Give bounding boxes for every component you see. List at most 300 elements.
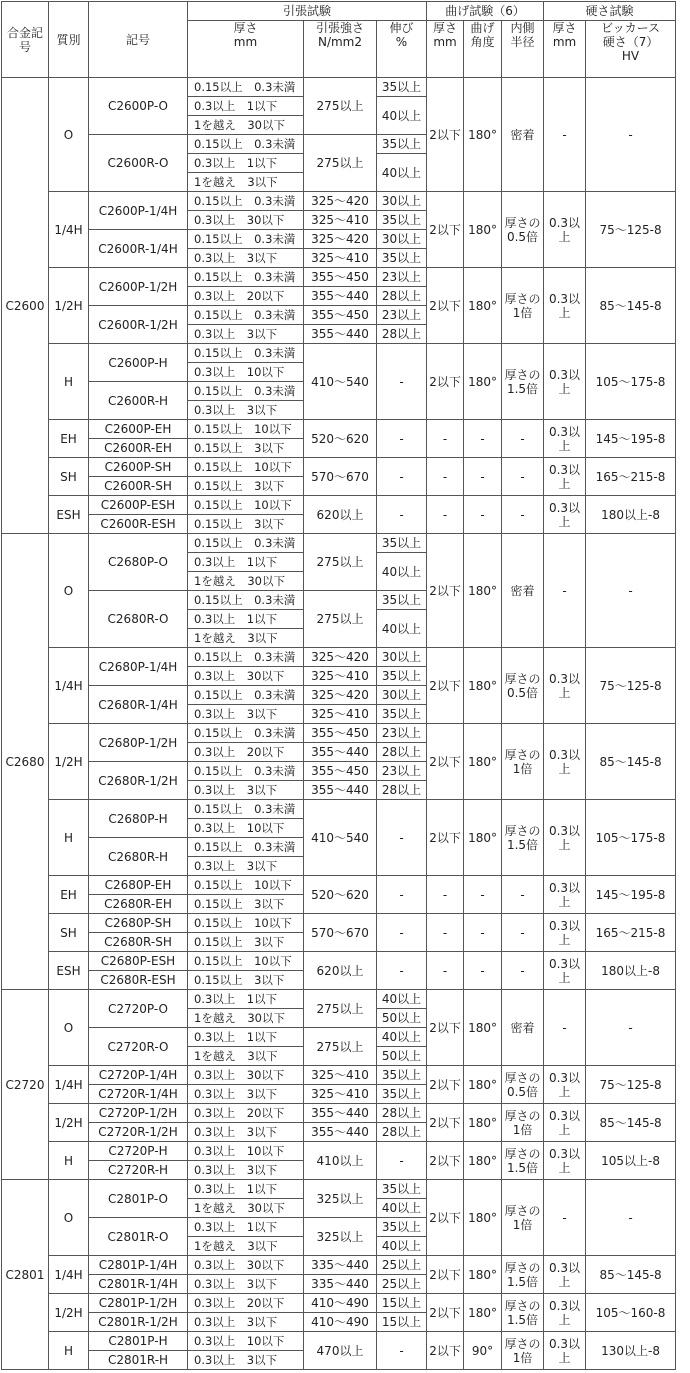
- cell-symbol: C2801P-1/2H: [89, 1294, 188, 1313]
- cell-thickness: 0.15以上 0.3未満: [188, 591, 304, 610]
- cell-symbol: C2600P-O: [89, 78, 188, 135]
- cell-tensile-strength: 325～420: [304, 230, 377, 249]
- table-row: [2, 420, 676, 439]
- cell-bend-thickness: 2以下: [427, 1256, 464, 1294]
- cell-symbol: C2600P-H: [89, 344, 188, 382]
- cell-thickness: 0.3以上 3以下: [188, 401, 304, 420]
- cell-thickness: 1を越え 3以下: [188, 1237, 304, 1256]
- cell-symbol: C2680P-EH: [89, 876, 188, 895]
- cell-elongation: 30以上: [377, 686, 427, 705]
- cell-thickness: 0.15以上 3以下: [188, 971, 304, 990]
- cell-thickness: 0.3以上 30以下: [188, 211, 304, 230]
- cell-elongation: 15以上: [377, 1294, 427, 1313]
- cell-symbol: C2680R-H: [89, 838, 188, 876]
- cell-bend-angle: -: [464, 914, 502, 952]
- cell-elongation: 35以上: [377, 705, 427, 724]
- header-tensile-group: 引張試験: [188, 2, 427, 21]
- cell-tensile-strength: 325～410: [304, 249, 377, 268]
- cell-thickness: 0.15以上 3以下: [188, 515, 304, 534]
- cell-tensile-strength: 325以上: [304, 1180, 377, 1218]
- cell-bend-angle: 180°: [464, 648, 502, 724]
- cell-temper: H: [49, 344, 89, 420]
- table-row: [2, 1180, 676, 1199]
- cell-inner-radius: 厚さの1.5倍: [502, 800, 544, 876]
- cell-symbol: C2680R-ESH: [89, 971, 188, 990]
- cell-bend-thickness: 2以下: [427, 1332, 464, 1370]
- cell-inner-radius: -: [502, 914, 544, 952]
- copper-alloy-spec-table: [1, 1, 676, 1370]
- cell-symbol: C2680P-1/4H: [89, 648, 188, 686]
- cell-bend-thickness: -: [427, 914, 464, 952]
- cell-temper: 1/2H: [49, 724, 89, 800]
- table-row: [2, 458, 676, 477]
- cell-vickers: 165～215-8: [586, 458, 676, 496]
- cell-bend-thickness: 2以下: [427, 800, 464, 876]
- table-row: [2, 1142, 676, 1161]
- cell-thickness: 0.3以上 3以下: [188, 1085, 304, 1104]
- cell-elongation: 23以上: [377, 268, 427, 287]
- cell-thickness: 0.3以上 20以下: [188, 1104, 304, 1123]
- cell-elongation: 40以上: [377, 1028, 427, 1047]
- cell-hardness-thickness: 0.3以上: [544, 344, 586, 420]
- cell-elongation: 35以上: [377, 591, 427, 610]
- cell-tensile-strength: 470以上: [304, 1332, 377, 1370]
- header-symbol: 記号: [89, 2, 188, 78]
- cell-symbol: C2720P-O: [89, 990, 188, 1028]
- cell-elongation: 28以上: [377, 287, 427, 306]
- table-row: [2, 876, 676, 895]
- cell-thickness: 0.15以上 0.3未満: [188, 306, 304, 325]
- cell-thickness: 0.3以上 10以下: [188, 1142, 304, 1161]
- cell-elongation: 28以上: [377, 1123, 427, 1142]
- cell-vickers: 105～175-8: [586, 800, 676, 876]
- cell-temper: 1/4H: [49, 648, 89, 724]
- cell-elongation: 30以上: [377, 648, 427, 667]
- cell-temper: 1/4H: [49, 192, 89, 268]
- header-thickness: 厚さ mm: [188, 21, 304, 78]
- cell-hardness-thickness: 0.3以上: [544, 1104, 586, 1142]
- cell-elongation: -: [377, 1332, 427, 1370]
- cell-thickness: 1を越え 3以下: [188, 629, 304, 648]
- cell-elongation: -: [377, 344, 427, 420]
- cell-hardness-thickness: 0.3以上: [544, 458, 586, 496]
- cell-thickness: 1を越え 30以下: [188, 1199, 304, 1218]
- cell-symbol: C2680R-1/2H: [89, 762, 188, 800]
- cell-thickness: 1を越え 3以下: [188, 173, 304, 192]
- cell-symbol: C2801P-1/4H: [89, 1256, 188, 1275]
- cell-inner-radius: 厚さの0.5倍: [502, 648, 544, 724]
- cell-elongation: -: [377, 876, 427, 914]
- cell-vickers: 105～160-8: [586, 1294, 676, 1332]
- cell-alloy: C2720: [2, 990, 49, 1180]
- cell-thickness: 0.15以上 0.3未満: [188, 382, 304, 401]
- cell-thickness: 0.15以上 10以下: [188, 914, 304, 933]
- cell-tensile-strength: 275以上: [304, 78, 377, 135]
- cell-thickness: 0.15以上 10以下: [188, 420, 304, 439]
- cell-temper: H: [49, 1332, 89, 1370]
- cell-inner-radius: 厚さの0.5倍: [502, 192, 544, 268]
- cell-inner-radius: 厚さの1.5倍: [502, 1142, 544, 1180]
- header-bend-angle: 曲げ 角度: [464, 21, 502, 78]
- cell-inner-radius: 厚さの1倍: [502, 1104, 544, 1142]
- cell-thickness: 0.3以上 3以下: [188, 249, 304, 268]
- cell-bend-thickness: 2以下: [427, 344, 464, 420]
- cell-symbol: C2801R-H: [89, 1351, 188, 1370]
- cell-elongation: 35以上: [377, 534, 427, 553]
- cell-bend-thickness: 2以下: [427, 1104, 464, 1142]
- cell-temper: EH: [49, 876, 89, 914]
- cell-inner-radius: -: [502, 496, 544, 534]
- cell-bend-angle: 180°: [464, 268, 502, 344]
- cell-symbol: C2801R-O: [89, 1218, 188, 1256]
- cell-thickness: 0.15以上 0.3未満: [188, 648, 304, 667]
- cell-hardness-thickness: 0.3以上: [544, 648, 586, 724]
- header-temper: 質別: [49, 2, 89, 78]
- cell-thickness: 0.3以上 3以下: [188, 781, 304, 800]
- cell-symbol: C2720P-H: [89, 1142, 188, 1161]
- cell-hardness-thickness: 0.3以上: [544, 800, 586, 876]
- cell-vickers: 75～125-8: [586, 1066, 676, 1104]
- cell-symbol: C2600P-ESH: [89, 496, 188, 515]
- cell-tensile-strength: 620以上: [304, 496, 377, 534]
- cell-elongation: 30以上: [377, 192, 427, 211]
- cell-tensile-strength: 325～420: [304, 192, 377, 211]
- cell-thickness: 0.15以上 10以下: [188, 876, 304, 895]
- cell-thickness: 0.3以上 3以下: [188, 1123, 304, 1142]
- cell-temper: H: [49, 800, 89, 876]
- cell-tensile-strength: 570～670: [304, 458, 377, 496]
- table-row: [2, 344, 676, 363]
- cell-bend-angle: -: [464, 420, 502, 458]
- cell-symbol: C2680P-1/2H: [89, 724, 188, 762]
- cell-thickness: 0.3以上 10以下: [188, 819, 304, 838]
- cell-bend-thickness: 2以下: [427, 1180, 464, 1256]
- cell-tensile-strength: 355～440: [304, 1123, 377, 1142]
- cell-elongation: 35以上: [377, 1218, 427, 1237]
- cell-symbol: C2801R-1/2H: [89, 1313, 188, 1332]
- cell-inner-radius: -: [502, 458, 544, 496]
- cell-inner-radius: -: [502, 420, 544, 458]
- cell-thickness: 0.15以上 10以下: [188, 496, 304, 515]
- cell-symbol: C2600P-1/2H: [89, 268, 188, 306]
- cell-symbol: C2680P-ESH: [89, 952, 188, 971]
- cell-temper: 1/2H: [49, 268, 89, 344]
- cell-thickness: 0.3以上 3以下: [188, 857, 304, 876]
- table-row: [2, 990, 676, 1009]
- table-body: [2, 78, 676, 1370]
- cell-bend-thickness: 2以下: [427, 1066, 464, 1104]
- cell-tensile-strength: 355～440: [304, 1104, 377, 1123]
- cell-elongation: -: [377, 420, 427, 458]
- cell-temper: O: [49, 1180, 89, 1256]
- cell-symbol: C2720R-O: [89, 1028, 188, 1066]
- cell-elongation: -: [377, 952, 427, 990]
- header-elongation: 伸び %: [377, 21, 427, 78]
- cell-temper: O: [49, 534, 89, 648]
- header-tensile-strength: 引張強さ N/mm2: [304, 21, 377, 78]
- cell-thickness: 0.3以上 20以下: [188, 1294, 304, 1313]
- header-vickers: ビッカース 硬さ（7） HV: [586, 21, 676, 78]
- cell-symbol: C2680P-H: [89, 800, 188, 838]
- cell-elongation: 35以上: [377, 211, 427, 230]
- cell-bend-thickness: -: [427, 952, 464, 990]
- table-row: [2, 1256, 676, 1275]
- table-row: [2, 914, 676, 933]
- cell-tensile-strength: 325以上: [304, 1218, 377, 1256]
- cell-bend-angle: 180°: [464, 1256, 502, 1294]
- cell-thickness: 0.3以上 3以下: [188, 1161, 304, 1180]
- cell-bend-angle: 180°: [464, 800, 502, 876]
- table-row: [2, 648, 676, 667]
- table-row: [2, 78, 676, 97]
- cell-temper: 1/4H: [49, 1066, 89, 1104]
- table-row: [2, 1104, 676, 1123]
- header-bend-group: 曲げ試験（6）: [427, 2, 544, 21]
- cell-elongation: 40以上: [377, 1199, 427, 1218]
- cell-vickers: 180以上-8: [586, 952, 676, 990]
- cell-hardness-thickness: 0.3以上: [544, 192, 586, 268]
- cell-vickers: 85～145-8: [586, 1104, 676, 1142]
- cell-thickness: 0.3以上 1以下: [188, 553, 304, 572]
- cell-thickness: 0.15以上 3以下: [188, 933, 304, 952]
- cell-bend-thickness: 2以下: [427, 1142, 464, 1180]
- cell-hardness-thickness: -: [544, 534, 586, 648]
- cell-vickers: 105以上-8: [586, 1142, 676, 1180]
- cell-thickness: 0.3以上 3以下: [188, 705, 304, 724]
- cell-symbol: C2600R-ESH: [89, 515, 188, 534]
- table-row: [2, 952, 676, 971]
- cell-hardness-thickness: 0.3以上: [544, 496, 586, 534]
- cell-inner-radius: 厚さの1.5倍: [502, 344, 544, 420]
- cell-temper: O: [49, 78, 89, 192]
- cell-tensile-strength: 335～440: [304, 1275, 377, 1294]
- cell-thickness: 0.15以上 0.3未満: [188, 838, 304, 857]
- cell-inner-radius: 密着: [502, 990, 544, 1066]
- cell-bend-thickness: 2以下: [427, 78, 464, 192]
- cell-elongation: 28以上: [377, 743, 427, 762]
- cell-thickness: 0.15以上 10以下: [188, 952, 304, 971]
- table-row: [2, 1332, 676, 1351]
- cell-alloy: C2680: [2, 534, 49, 990]
- cell-vickers: 105～175-8: [586, 344, 676, 420]
- cell-elongation: -: [377, 496, 427, 534]
- cell-thickness: 0.3以上 20以下: [188, 287, 304, 306]
- cell-thickness: 0.15以上 0.3未満: [188, 268, 304, 287]
- cell-symbol: C2600R-1/2H: [89, 306, 188, 344]
- cell-tensile-strength: 355～450: [304, 268, 377, 287]
- cell-thickness: 0.3以上 30以下: [188, 1256, 304, 1275]
- cell-thickness: 0.15以上 0.3未満: [188, 800, 304, 819]
- cell-tensile-strength: 335～440: [304, 1256, 377, 1275]
- cell-bend-angle: 180°: [464, 78, 502, 192]
- cell-elongation: 35以上: [377, 78, 427, 97]
- cell-tensile-strength: 570～670: [304, 914, 377, 952]
- cell-inner-radius: 密着: [502, 78, 544, 192]
- cell-thickness: 0.3以上 1以下: [188, 610, 304, 629]
- cell-vickers: 75～125-8: [586, 648, 676, 724]
- cell-thickness: 0.3以上 1以下: [188, 97, 304, 116]
- cell-tensile-strength: 355～450: [304, 762, 377, 781]
- cell-hardness-thickness: 0.3以上: [544, 1066, 586, 1104]
- cell-temper: 1/4H: [49, 1256, 89, 1294]
- cell-symbol: C2680R-SH: [89, 933, 188, 952]
- cell-hardness-thickness: 0.3以上: [544, 1256, 586, 1294]
- cell-hardness-thickness: 0.3以上: [544, 876, 586, 914]
- cell-vickers: -: [586, 534, 676, 648]
- cell-temper: H: [49, 1142, 89, 1180]
- cell-symbol: C2600P-EH: [89, 420, 188, 439]
- cell-temper: SH: [49, 914, 89, 952]
- cell-thickness: 0.3以上 3以下: [188, 1275, 304, 1294]
- cell-thickness: 0.15以上 10以下: [188, 458, 304, 477]
- cell-elongation: 50以上: [377, 1047, 427, 1066]
- cell-symbol: C2720R-1/2H: [89, 1123, 188, 1142]
- cell-hardness-thickness: 0.3以上: [544, 1332, 586, 1370]
- cell-inner-radius: 厚さの1倍: [502, 268, 544, 344]
- cell-hardness-thickness: 0.3以上: [544, 914, 586, 952]
- cell-tensile-strength: 410～540: [304, 800, 377, 876]
- cell-bend-thickness: -: [427, 420, 464, 458]
- cell-temper: EH: [49, 420, 89, 458]
- cell-thickness: 0.15以上 3以下: [188, 895, 304, 914]
- cell-thickness: 0.3以上 1以下: [188, 990, 304, 1009]
- cell-thickness: 0.3以上 30以下: [188, 1066, 304, 1085]
- cell-elongation: 30以上: [377, 230, 427, 249]
- cell-elongation: 40以上: [377, 610, 427, 648]
- table-row: [2, 268, 676, 287]
- cell-temper: ESH: [49, 496, 89, 534]
- cell-elongation: 28以上: [377, 781, 427, 800]
- cell-thickness: 0.15以上 0.3未満: [188, 344, 304, 363]
- cell-thickness: 0.3以上 3以下: [188, 1313, 304, 1332]
- cell-elongation: 25以上: [377, 1256, 427, 1275]
- header-alloy: 合金記号: [2, 2, 49, 78]
- cell-tensile-strength: 355～440: [304, 287, 377, 306]
- cell-hardness-thickness: 0.3以上: [544, 420, 586, 458]
- cell-elongation: 50以上: [377, 1009, 427, 1028]
- cell-symbol: C2600R-SH: [89, 477, 188, 496]
- cell-symbol: C2720P-1/2H: [89, 1104, 188, 1123]
- table-row: [2, 800, 676, 819]
- cell-elongation: 15以上: [377, 1313, 427, 1332]
- cell-elongation: 35以上: [377, 1085, 427, 1104]
- cell-thickness: 0.3以上 3以下: [188, 1351, 304, 1370]
- cell-thickness: 0.3以上 1以下: [188, 154, 304, 173]
- cell-elongation: 35以上: [377, 1180, 427, 1199]
- cell-elongation: 35以上: [377, 135, 427, 154]
- header-hardness-group: 硬さ試験: [544, 2, 676, 21]
- cell-vickers: 85～145-8: [586, 268, 676, 344]
- cell-alloy: C2801: [2, 1180, 49, 1370]
- cell-thickness: 1を越え 3以下: [188, 1047, 304, 1066]
- cell-vickers: -: [586, 1180, 676, 1256]
- cell-hardness-thickness: -: [544, 78, 586, 192]
- cell-symbol: C2600R-O: [89, 135, 188, 192]
- cell-tensile-strength: 520～620: [304, 876, 377, 914]
- cell-tensile-strength: 410～490: [304, 1294, 377, 1313]
- cell-bend-angle: 180°: [464, 990, 502, 1066]
- cell-tensile-strength: 325～410: [304, 667, 377, 686]
- cell-thickness: 0.3以上 3以下: [188, 325, 304, 344]
- cell-elongation: -: [377, 914, 427, 952]
- cell-elongation: -: [377, 800, 427, 876]
- cell-symbol: C2801P-H: [89, 1332, 188, 1351]
- cell-hardness-thickness: -: [544, 1180, 586, 1256]
- cell-thickness: 0.3以上 1以下: [188, 1218, 304, 1237]
- table-row: [2, 1066, 676, 1085]
- cell-symbol: C2600P-SH: [89, 458, 188, 477]
- cell-bend-thickness: 2以下: [427, 268, 464, 344]
- cell-symbol: C2680P-O: [89, 534, 188, 591]
- cell-bend-thickness: 2以下: [427, 648, 464, 724]
- cell-hardness-thickness: 0.3以上: [544, 724, 586, 800]
- cell-vickers: 130以上-8: [586, 1332, 676, 1370]
- cell-bend-angle: 180°: [464, 1180, 502, 1256]
- cell-symbol: C2600R-EH: [89, 439, 188, 458]
- cell-bend-thickness: -: [427, 458, 464, 496]
- cell-thickness: 0.15以上 3以下: [188, 477, 304, 496]
- cell-bend-angle: 180°: [464, 344, 502, 420]
- cell-tensile-strength: 620以上: [304, 952, 377, 990]
- cell-vickers: -: [586, 990, 676, 1066]
- cell-bend-thickness: -: [427, 876, 464, 914]
- spec-table-wrapper: [1, 1, 676, 1370]
- cell-tensile-strength: 410～540: [304, 344, 377, 420]
- cell-elongation: 40以上: [377, 553, 427, 591]
- cell-bend-angle: -: [464, 496, 502, 534]
- cell-tensile-strength: 410～490: [304, 1313, 377, 1332]
- cell-inner-radius: -: [502, 876, 544, 914]
- cell-bend-angle: 180°: [464, 1294, 502, 1332]
- table-row: [2, 724, 676, 743]
- cell-symbol: C2600R-1/4H: [89, 230, 188, 268]
- cell-tensile-strength: 520～620: [304, 420, 377, 458]
- header-hardness-thickness: 厚さ mm: [544, 21, 586, 78]
- cell-elongation: 40以上: [377, 97, 427, 135]
- cell-elongation: -: [377, 458, 427, 496]
- cell-bend-thickness: 2以下: [427, 724, 464, 800]
- cell-vickers: 85～145-8: [586, 724, 676, 800]
- cell-thickness: 0.15以上 0.3未満: [188, 78, 304, 97]
- header-bend-thickness: 厚さ mm: [427, 21, 464, 78]
- cell-inner-radius: 密着: [502, 534, 544, 648]
- cell-elongation: 40以上: [377, 990, 427, 1009]
- cell-bend-angle: -: [464, 876, 502, 914]
- cell-thickness: 0.3以上 20以下: [188, 743, 304, 762]
- cell-tensile-strength: 355～440: [304, 781, 377, 800]
- cell-temper: 1/2H: [49, 1104, 89, 1142]
- cell-elongation: 25以上: [377, 1275, 427, 1294]
- cell-tensile-strength: 325～410: [304, 1066, 377, 1085]
- cell-vickers: 165～215-8: [586, 914, 676, 952]
- cell-bend-angle: 180°: [464, 1104, 502, 1142]
- cell-inner-radius: 厚さの1倍: [502, 1332, 544, 1370]
- table-row: [2, 1294, 676, 1313]
- cell-bend-thickness: -: [427, 496, 464, 534]
- cell-symbol: C2680R-O: [89, 591, 188, 648]
- cell-symbol: C2600P-1/4H: [89, 192, 188, 230]
- cell-elongation: 35以上: [377, 667, 427, 686]
- cell-thickness: 0.15以上 0.3未満: [188, 192, 304, 211]
- cell-inner-radius: 厚さの1.5倍: [502, 1294, 544, 1332]
- cell-thickness: 0.15以上 3以下: [188, 439, 304, 458]
- cell-bend-thickness: 2以下: [427, 1294, 464, 1332]
- cell-bend-angle: 180°: [464, 724, 502, 800]
- cell-elongation: 23以上: [377, 762, 427, 781]
- cell-tensile-strength: 355～450: [304, 724, 377, 743]
- cell-tensile-strength: 275以上: [304, 1028, 377, 1066]
- cell-thickness: 0.15以上 0.3未満: [188, 762, 304, 781]
